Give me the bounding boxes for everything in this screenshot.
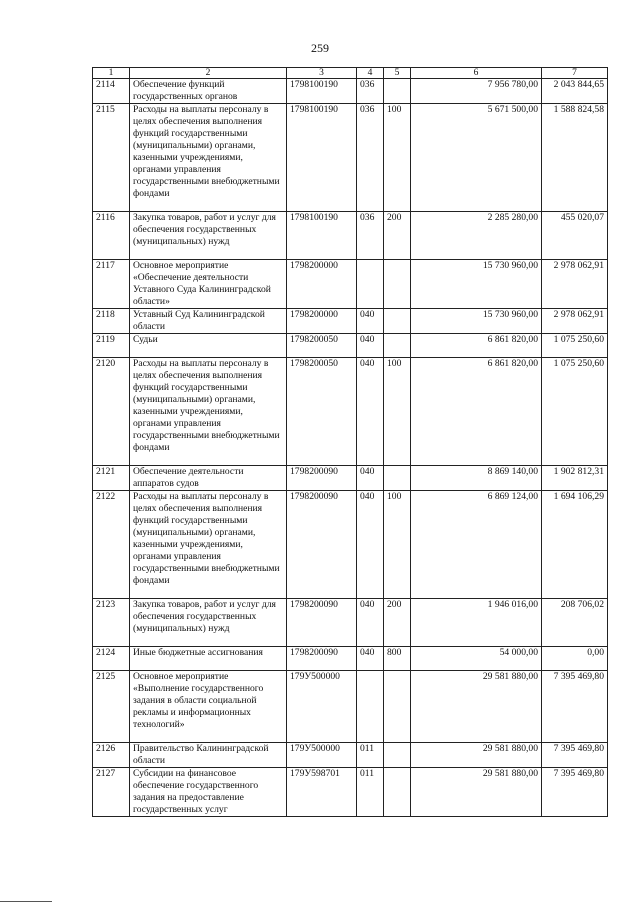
approved-amount: 6 869 124,00 [411, 491, 542, 599]
expense-name: Расходы на выплаты персоналу в целях обеспечения выполнения функций государственными (муниципальными) органами, казенными учреждениями, органами управления государственными внебюджетными фондами [130, 104, 287, 212]
ministry-code: 040 [357, 309, 384, 334]
expense-type-code: 100 [384, 491, 411, 599]
target-article-code: 179У500000 [287, 743, 357, 768]
ministry-code: 011 [357, 768, 384, 817]
row-number: 2121 [93, 466, 130, 491]
approved-amount: 8 869 140,00 [411, 466, 542, 491]
executed-amount: 1 075 250,60 [542, 358, 608, 466]
target-article-code: 1798200090 [287, 599, 357, 647]
table-row [93, 79, 608, 104]
executed-amount: 2 978 062,91 [542, 260, 608, 309]
row-number: 2114 [93, 79, 130, 104]
target-article-code: 1798200090 [287, 647, 357, 671]
row-number: 2127 [93, 768, 130, 817]
ministry-code: 040 [357, 334, 384, 358]
column-header: 5 [384, 68, 411, 79]
expense-type-code [384, 768, 411, 817]
ministry-code: 036 [357, 79, 384, 104]
table-row [93, 104, 608, 212]
expense-type-code: 100 [384, 358, 411, 466]
footer-rule [0, 901, 52, 902]
target-article-code: 1798200050 [287, 334, 357, 358]
ministry-code: 040 [357, 466, 384, 491]
row-number: 2124 [93, 647, 130, 671]
table-row [93, 309, 608, 334]
target-article-code: 1798100190 [287, 79, 357, 104]
ministry-code: 040 [357, 491, 384, 599]
approved-amount: 7 956 780,00 [411, 79, 542, 104]
ministry-code: 011 [357, 743, 384, 768]
row-number: 2126 [93, 743, 130, 768]
table-row [93, 466, 608, 491]
row-number: 2123 [93, 599, 130, 647]
target-article-code: 1798100190 [287, 104, 357, 212]
target-article-code: 1798200090 [287, 491, 357, 599]
expense-name: Иные бюджетные ассигнования [130, 647, 287, 671]
approved-amount: 29 581 880,00 [411, 768, 542, 817]
executed-amount: 455 020,07 [542, 212, 608, 260]
target-article-code: 1798200000 [287, 309, 357, 334]
row-number: 2115 [93, 104, 130, 212]
expense-type-code [384, 743, 411, 768]
table-row [93, 599, 608, 647]
executed-amount: 2 978 062,91 [542, 309, 608, 334]
expense-type-code [384, 671, 411, 743]
table-body [93, 79, 608, 817]
target-article-code: 1798200050 [287, 358, 357, 466]
expense-type-code: 200 [384, 599, 411, 647]
table-row [93, 358, 608, 466]
target-article-code: 1798100190 [287, 212, 357, 260]
table-header-row [93, 68, 608, 79]
target-article-code: 179У500000 [287, 671, 357, 743]
table-row [93, 671, 608, 743]
approved-amount: 29 581 880,00 [411, 743, 542, 768]
ministry-code: 040 [357, 647, 384, 671]
ministry-code: 040 [357, 358, 384, 466]
table-row [93, 491, 608, 599]
expense-name: Правительство Калининградской области [130, 743, 287, 768]
column-header: 7 [542, 68, 608, 79]
row-number: 2118 [93, 309, 130, 334]
expense-type-code [384, 260, 411, 309]
column-header: 4 [357, 68, 384, 79]
column-header: 6 [411, 68, 542, 79]
table-row [93, 647, 608, 671]
executed-amount: 0,00 [542, 647, 608, 671]
row-number: 2120 [93, 358, 130, 466]
ministry-code [357, 671, 384, 743]
expense-type-code [384, 309, 411, 334]
table-row [93, 768, 608, 817]
executed-amount: 208 706,02 [542, 599, 608, 647]
approved-amount: 29 581 880,00 [411, 671, 542, 743]
expense-name: Субсидии на финансовое обеспечение государственного задания на предоставление государственных услуг [130, 768, 287, 817]
column-header: 3 [287, 68, 357, 79]
executed-amount: 1 075 250,60 [542, 334, 608, 358]
approved-amount: 15 730 960,00 [411, 309, 542, 334]
expense-name: Обеспечение функций государственных органов [130, 79, 287, 104]
executed-amount: 7 395 469,80 [542, 768, 608, 817]
expense-name: Судьи [130, 334, 287, 358]
approved-amount: 6 861 820,00 [411, 334, 542, 358]
expense-name: Расходы на выплаты персоналу в целях обеспечения выполнения функций государственными (муниципальными) органами, казенными учреждениями, органами управления государственными внебюджетными фондами [130, 358, 287, 466]
expense-type-code: 800 [384, 647, 411, 671]
target-article-code: 1798200090 [287, 466, 357, 491]
expense-name: Уставный Суд Калининградской области [130, 309, 287, 334]
row-number: 2116 [93, 212, 130, 260]
row-number: 2117 [93, 260, 130, 309]
approved-amount: 2 285 280,00 [411, 212, 542, 260]
expense-name: Основное мероприятие «Обеспечение деятельности Уставного Суда Калининградской области» [130, 260, 287, 309]
approved-amount: 54 000,00 [411, 647, 542, 671]
expense-name: Закупка товаров, работ и услуг для обеспечения государственных (муниципальных) нужд [130, 212, 287, 260]
ministry-code: 040 [357, 599, 384, 647]
approved-amount: 1 946 016,00 [411, 599, 542, 647]
column-header: 2 [130, 68, 287, 79]
table-row [93, 260, 608, 309]
executed-amount: 1 694 106,29 [542, 491, 608, 599]
executed-amount: 7 395 469,80 [542, 671, 608, 743]
row-number: 2119 [93, 334, 130, 358]
approved-amount: 15 730 960,00 [411, 260, 542, 309]
approved-amount: 5 671 500,00 [411, 104, 542, 212]
table-row [93, 212, 608, 260]
expense-name: Обеспечение деятельности аппаратов судов [130, 466, 287, 491]
expense-type-code: 200 [384, 212, 411, 260]
expense-type-code [384, 79, 411, 104]
budget-table [92, 67, 608, 817]
expense-name: Основное мероприятие «Выполнение государственного задания в области социальной рекламы и информационных технологий» [130, 671, 287, 743]
ministry-code: 036 [357, 104, 384, 212]
expense-name: Расходы на выплаты персоналу в целях обеспечения выполнения функций государственными (муниципальными) органами, казенными учреждениями, органами управления государственными внебюджетными фондами [130, 491, 287, 599]
column-header: 1 [93, 68, 130, 79]
executed-amount: 1 902 812,31 [542, 466, 608, 491]
expense-type-code: 100 [384, 104, 411, 212]
expense-name: Закупка товаров, работ и услуг для обеспечения государственных (муниципальных) нужд [130, 599, 287, 647]
table-row [93, 334, 608, 358]
ministry-code: 036 [357, 212, 384, 260]
executed-amount: 7 395 469,80 [542, 743, 608, 768]
executed-amount: 2 043 844,65 [542, 79, 608, 104]
table-row [93, 743, 608, 768]
ministry-code [357, 260, 384, 309]
target-article-code: 1798200000 [287, 260, 357, 309]
expense-type-code [384, 334, 411, 358]
row-number: 2122 [93, 491, 130, 599]
approved-amount: 6 861 820,00 [411, 358, 542, 466]
expense-type-code [384, 466, 411, 491]
row-number: 2125 [93, 671, 130, 743]
target-article-code: 179У598701 [287, 768, 357, 817]
executed-amount: 1 588 824,58 [542, 104, 608, 212]
page-number: 259 [311, 41, 329, 55]
